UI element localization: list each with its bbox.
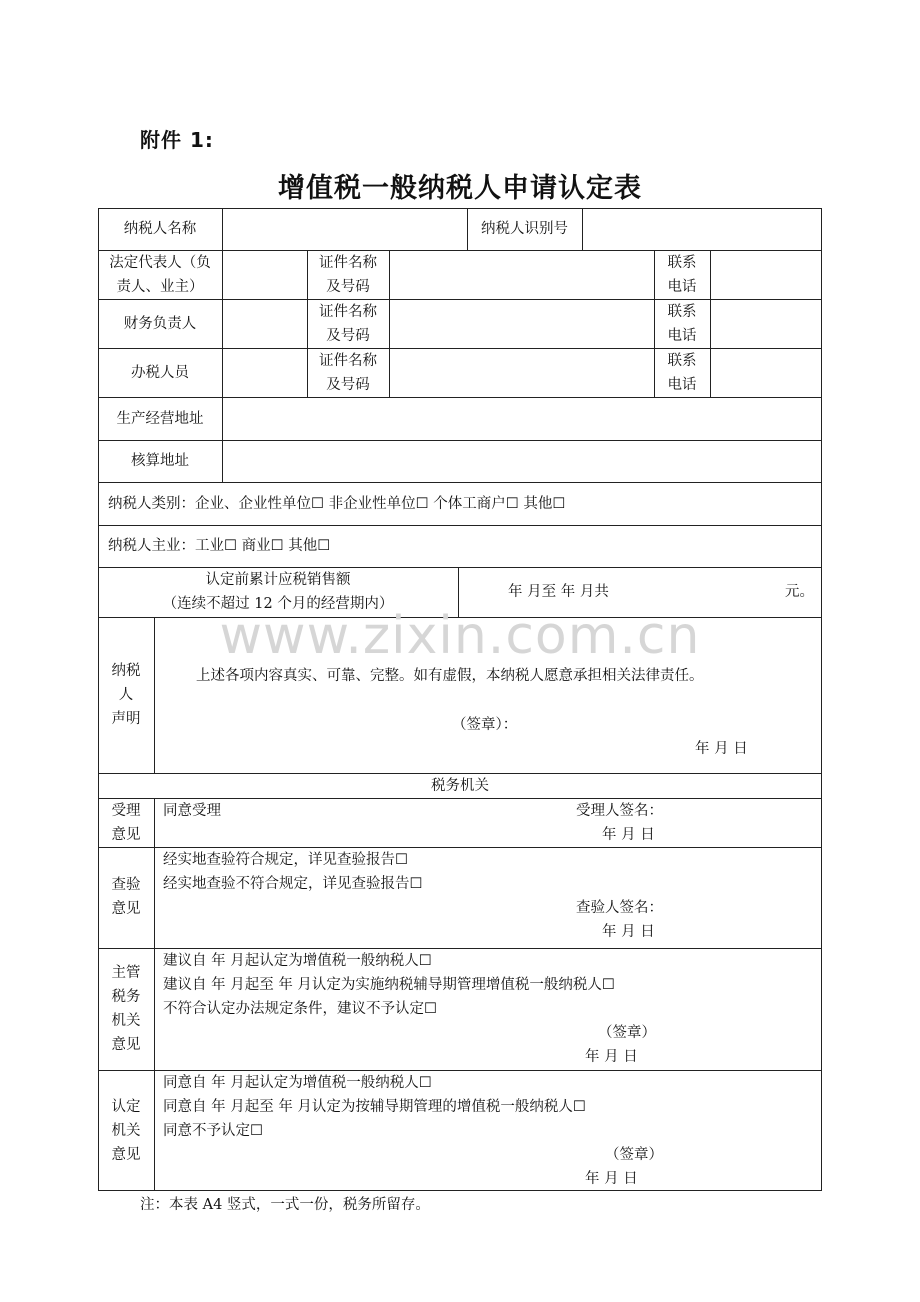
grid-line (154, 798, 155, 1191)
competent-authority-label: 机关 (111, 1013, 141, 1029)
cert-label: 证件名称 (319, 304, 377, 320)
declaration-label: 纳税 (111, 663, 141, 679)
competent-authority-label: 意见 (111, 1037, 141, 1053)
form-title: 增值税一般纳税人申请认定表 (278, 173, 642, 204)
phone-label: 联系 (667, 255, 697, 271)
grid-line (98, 525, 822, 526)
watermark: www.zixin.com.cn (219, 606, 701, 666)
grid-line (582, 208, 583, 250)
declaration-signature: （签章）： (452, 717, 518, 733)
cert-label: 证件名称 (319, 255, 377, 271)
business-address-label: 生产经营地址 (116, 411, 204, 427)
competent-authority-label: 主管 (111, 965, 141, 981)
grid-line (98, 482, 822, 483)
grid-line (710, 250, 711, 397)
sales-unit: 元。 (785, 584, 814, 600)
grid-line (98, 299, 822, 300)
attachment-label: 附件 1: (140, 128, 214, 152)
declaration-text: 上述各项内容真实、可靠、完整。如有虚假，本纳税人愿意承担相关法律责任。 (196, 668, 704, 684)
approval-option-probation: 同意自 年 月起至 年 月认定为按辅导期管理的增值税一般纳税人☐ (163, 1099, 586, 1115)
accounting-address-label: 核算地址 (131, 453, 189, 469)
acceptance-date: 年 月 日 (602, 827, 655, 843)
grid-line (222, 208, 223, 397)
approval-authority-label: 机关 (111, 1123, 141, 1139)
approval-authority-label: 意见 (111, 1147, 141, 1163)
taxpayer-name-label: 纳税人名称 (123, 221, 197, 237)
competent-option-reject: 不符合认定办法规定条件，建议不予认定☐ (163, 1001, 437, 1017)
declaration-label: 声明 (111, 711, 141, 727)
footnote: 注：本表 A4 竖式，一式一份，税务所留存。 (140, 1197, 430, 1213)
cert-label: 及号码 (326, 279, 370, 295)
phone-label: 电话 (667, 328, 697, 344)
legal-rep-label: 法定代表人（负 (109, 255, 211, 271)
application-form-table (98, 208, 822, 1191)
acceptance-label: 受理 (111, 803, 141, 819)
competent-seal: （签章） (598, 1025, 656, 1041)
inspection-option-compliant: 经实地查验符合规定，详见查验报告☐ (163, 852, 408, 868)
acceptance-text: 同意受理 (163, 803, 221, 819)
phone-label: 联系 (667, 353, 697, 369)
grid-line (222, 397, 223, 482)
legal-rep-label: 责人、业主） (116, 279, 204, 295)
sales-label: （连续不超过 12 个月的经营期内） (162, 596, 394, 612)
taxpayer-id-label: 纳税人识别号 (481, 221, 568, 237)
approval-option-general: 同意自 年 月起认定为增值税一般纳税人☐ (163, 1075, 432, 1091)
competent-authority-label: 税务 (111, 989, 141, 1005)
sales-label: 认定前累计应税销售额 (205, 572, 351, 588)
approval-date: 年 月 日 (585, 1171, 638, 1187)
acceptance-label: 意见 (111, 827, 141, 843)
taxpayer-category: 纳税人类别：企业、企业性单位☐ 非企业性单位☐ 个体工商户☐ 其他☐ (108, 496, 566, 512)
inspection-option-noncompliant: 经实地查验不符合规定，详见查验报告☐ (163, 876, 423, 892)
declaration-label: 人 (118, 687, 134, 703)
grid-line (98, 397, 822, 398)
finance-officer-label: 财务负责人 (123, 316, 197, 332)
inspection-signature: 查验人签名： (576, 900, 663, 916)
tax-authority-header: 税务机关 (431, 778, 489, 794)
competent-option-general: 建议自 年 月起认定为增值税一般纳税人☐ (163, 953, 432, 969)
inspection-date: 年 月 日 (602, 924, 655, 940)
approval-seal: （签章） (605, 1147, 663, 1163)
phone-label: 联系 (667, 304, 697, 320)
grid-line (98, 440, 822, 441)
phone-label: 电话 (667, 377, 697, 393)
inspection-label: 查验 (111, 877, 141, 893)
inspection-label: 意见 (111, 901, 141, 917)
acceptance-signature: 受理人签名： (576, 803, 663, 819)
cert-label: 及号码 (326, 377, 370, 393)
declaration-date: 年 月 日 (695, 741, 748, 757)
cert-label: 证件名称 (319, 353, 377, 369)
competent-date: 年 月 日 (585, 1049, 638, 1065)
sales-period: 年 月至 年 月共 (508, 584, 609, 600)
grid-line (98, 348, 822, 349)
competent-option-probation: 建议自 年 月起至 年 月认定为实施纳税辅导期管理增值税一般纳税人☐ (163, 977, 615, 993)
approval-option-reject: 同意不予认定☐ (163, 1123, 263, 1139)
tax-officer-label: 办税人员 (131, 365, 189, 381)
grid-line (389, 250, 390, 397)
main-business: 纳税人主业：工业☐ 商业☐ 其他☐ (108, 538, 331, 554)
phone-label: 电话 (667, 279, 697, 295)
approval-authority-label: 认定 (111, 1099, 141, 1115)
cert-label: 及号码 (326, 328, 370, 344)
